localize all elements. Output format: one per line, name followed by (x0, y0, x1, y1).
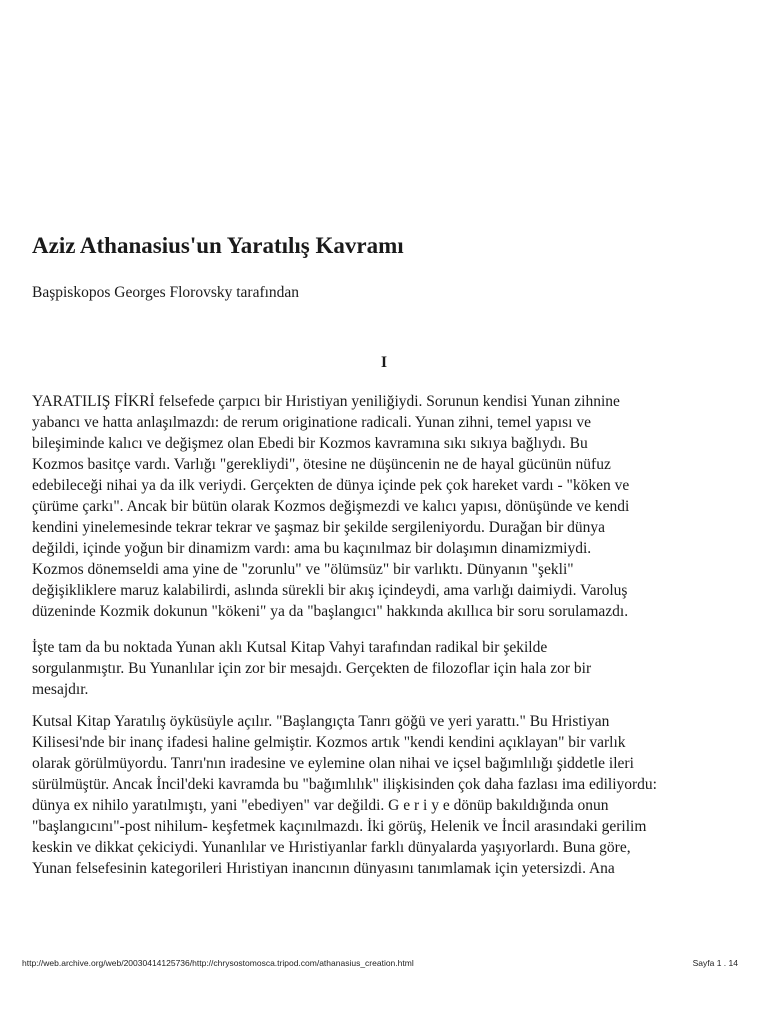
text-line: olarak görülmüyordu. Tanrı'nın iradesine ve eylemine olan nihai ve içsel bağımlılığı şiddetle ileri (32, 755, 634, 772)
text-line: Kilisesi'nde bir inanç ifadesi haline gelmiştir. Kozmos artık "kendi kendini açıklayan" bir varlık (32, 734, 626, 751)
text-line: dünya ex nihilo yaratılmıştı, yani "ebediyen" var değildi. G e r i y e dönüp bakıldığında onun (32, 797, 609, 814)
text-line: değildi, içinde yoğun bir dinamizm vardı: ama bu kaçınılmaz bir dolaşımın dinamizmiydi. (32, 540, 592, 557)
page-title: Aziz Athanasius'un Yaratılış Kavramı (32, 233, 404, 258)
text-line: çürüme çarkı". Ancak bir bütün olarak Kozmos değişmezdi ve kalıcı yapısı, dönüşünde ve kendi (32, 498, 630, 515)
text-line: Yunan felsefesinin kategorileri Hıristiyan inancının dünyasını tanımlamak için yetersizdi. Ana (32, 860, 615, 877)
author-line: Başpiskopos Georges Florovsky tarafından (32, 284, 300, 301)
paragraph-2 (32, 637, 738, 700)
paragraph-3 (32, 711, 738, 879)
text-line: bileşiminde kalıcı ve değişmez olan Ebedi bir Kozmos kavramına sıkı sıkıya bağlıydı. Bu (32, 435, 588, 452)
footer-page-number: Sayfa 1 . 14 (692, 958, 738, 968)
text-line: kendini yinelemesinde tekrar tekrar ve şaşmaz bir şekilde sergileniyordu. Durağan bir dünya (32, 519, 606, 536)
text-line: Kozmos dönemseldi ama yine de "zorunlu" ve "ölümsüz" bir varlıktı. Dünyanın "şekli" (32, 561, 574, 578)
text-line: mesajdır. (32, 681, 89, 698)
text-line: Kozmos basitçe vardı. Varlığı "gerekliydi", ötesine ne düşüncenin ne de hayal gücünün nüfuz (32, 456, 611, 473)
text-line: "başlangıcını"-post nihilum- keşfetmek kaçınılmazdı. İki görüş, Helenik ve İncil arasındaki gerilim (32, 818, 647, 835)
text-line: yabancı ve hatta anlaşılmazdı: de rerum originatione radicali. Yunan zihni, temel yapısı ve (32, 414, 591, 431)
text-line: sürülmüştür. Ancak İncil'deki kavramda bu "bağımlılık" ilişkisinden çok daha fazlası ima ediliyordu: (32, 776, 657, 793)
paragraph-1 (32, 391, 738, 622)
text-line: değişikliklere maruz kalabilirdi, aslında sürekli bir akış içindeydi, ama varlığı daimiydi. Varoluş (32, 582, 628, 599)
section-number: I (380, 354, 388, 371)
text-line: keskin ve dikkat çekiciydi. Yunanlılar ve Hıristiyanlar farklı dünyalarda yaşıyorlardı. Buna göre, (32, 839, 631, 856)
text-line: YARATILIŞ FİKRİ felsefede çarpıcı bir Hıristiyan yeniliğiydi. Sorunun kendisi Yunan zihnine (32, 393, 620, 410)
text-line: düzeninde Kozmik dokunun "kökeni" ya da "başlangıcı" hakkında akıllıca bir soru sorulamazdı. (32, 603, 629, 620)
footer-source-url: http://web.archive.org/web/20030414125736/http://chrysostomosca.tripod.com/athanasius_creation.html (22, 958, 414, 968)
text-line: İşte tam da bu noktada Yunan aklı Kutsal Kitap Vahyi tarafından radikal bir şekilde (32, 639, 548, 656)
text-line: edebileceği nihai ya da ilk veriydi. Gerçekten de dünya içinde pek çok hareket vardı - "köken ve (32, 477, 630, 494)
text-line: Kutsal Kitap Yaratılış öyküsüyle açılır. "Başlangıçta Tanrı göğü ve yeri yarattı." Bu Hristiyan (32, 713, 610, 730)
text-line: sorgulanmıştır. Bu Yunanlılar için zor bir mesajdı. Gerçekten de filozoflar için hala zor bir (32, 660, 592, 677)
